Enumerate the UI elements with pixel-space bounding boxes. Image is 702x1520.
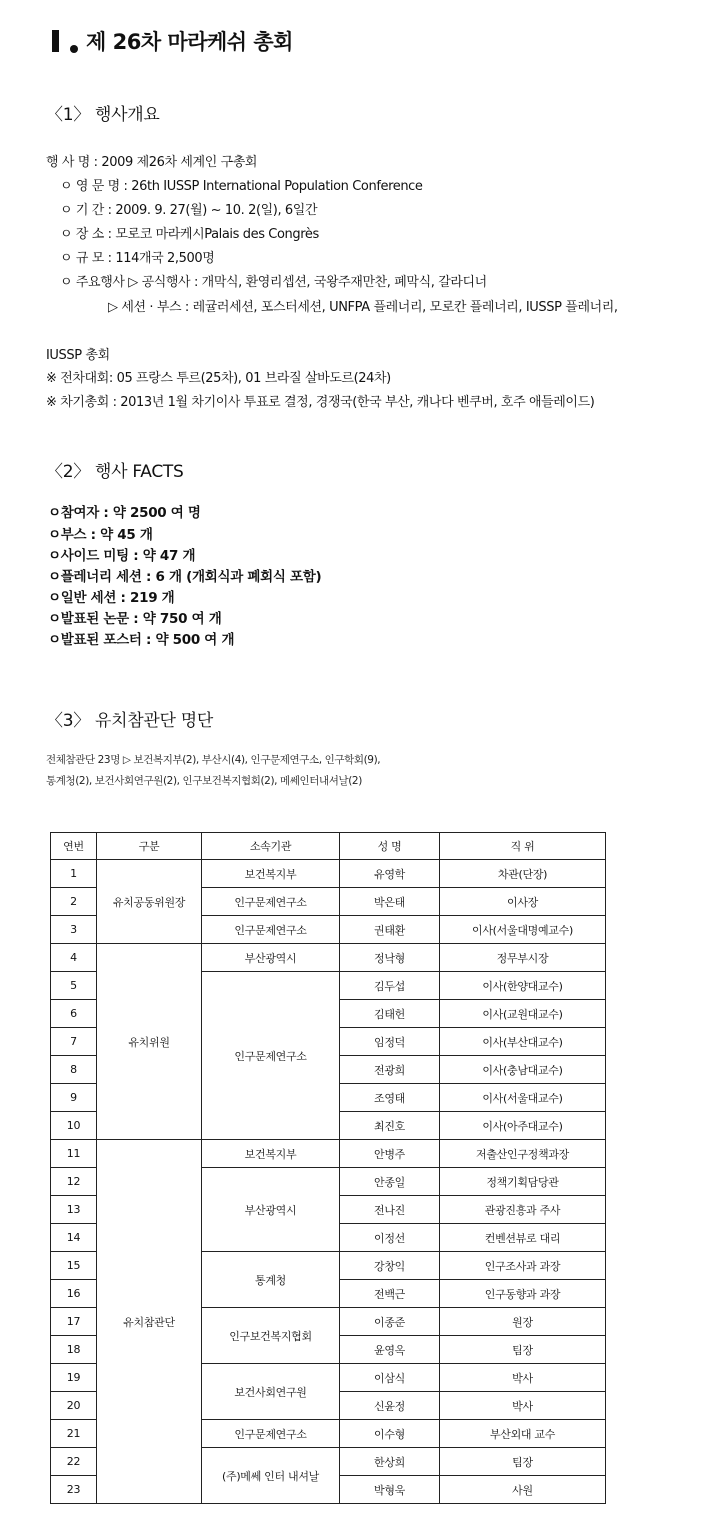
header-name: 성 명 — [340, 833, 440, 860]
row-no: 13 — [51, 1196, 97, 1224]
group-committee-members: 유치위원 — [97, 944, 202, 1140]
english-name-line: ㅇ 영 문 명 : 26th IUSSP International Population Conference — [60, 179, 423, 194]
header-no: 연번 — [51, 833, 97, 860]
row-no: 15 — [51, 1252, 97, 1280]
row-no: 4 — [51, 944, 97, 972]
row-name: 전광희 — [340, 1056, 440, 1084]
delegation-summary-line-1: 전체참관단 23명 ▷ 보건복지부(2), 부산시(4), 인구문제연구소, 인구학회(9), — [46, 754, 381, 766]
row-name: 이수형 — [340, 1420, 440, 1448]
row-position: 팀장 — [440, 1448, 606, 1476]
row-position: 관광진흥과 주사 — [440, 1196, 606, 1224]
iussp-heading: IUSSP 총회 — [46, 348, 110, 363]
row-position: 원장 — [440, 1308, 606, 1336]
title-bullet-bar — [52, 30, 59, 52]
row-org: 보건복지부 — [202, 860, 340, 888]
row-name: 안병주 — [340, 1140, 440, 1168]
row-org: 인구문제연구소 — [202, 888, 340, 916]
title-bullet-dot — [70, 45, 78, 53]
group-observers: 유치참관단 — [97, 1140, 202, 1504]
event-name-line: 행 사 명 : 2009 제26차 세계인 구총회 — [46, 155, 258, 170]
next-conference-line: ※ 차기총회 : 2013년 1월 차기이사 투표로 결정, 경쟁국(한국 부산, 캐나다 벤쿠버, 호주 애들레이드) — [46, 395, 595, 410]
row-name: 윤영옥 — [340, 1336, 440, 1364]
row-name: 최진호 — [340, 1112, 440, 1140]
row-org: 보건사회연구원 — [202, 1364, 340, 1420]
table-header-row — [51, 833, 606, 860]
row-no: 6 — [51, 1000, 97, 1028]
row-name: 전백근 — [340, 1280, 440, 1308]
section3-heading: 〈3〉 유치참관단 명단 — [46, 711, 213, 731]
row-no: 16 — [51, 1280, 97, 1308]
row-position: 차관(단장) — [440, 860, 606, 888]
section2-heading: 〈2〉 행사 FACTS — [46, 462, 184, 482]
row-name: 전나진 — [340, 1196, 440, 1224]
row-no: 8 — [51, 1056, 97, 1084]
document-title: 제 26차 마라케쉬 총회 — [86, 30, 293, 54]
delegation-table — [50, 832, 606, 1504]
row-name: 김두섭 — [340, 972, 440, 1000]
table-row — [51, 1140, 606, 1168]
row-name: 신윤정 — [340, 1392, 440, 1420]
row-name: 조영태 — [340, 1084, 440, 1112]
row-position: 사원 — [440, 1476, 606, 1504]
row-name: 안종일 — [340, 1168, 440, 1196]
row-position: 부산외대 교수 — [440, 1420, 606, 1448]
row-position: 박사 — [440, 1392, 606, 1420]
row-name: 한상희 — [340, 1448, 440, 1476]
row-org: (주)메쎄 인터 내셔날 — [202, 1448, 340, 1504]
row-no: 2 — [51, 888, 97, 916]
row-no: 21 — [51, 1420, 97, 1448]
row-name: 강창익 — [340, 1252, 440, 1280]
row-org: 통계청 — [202, 1252, 340, 1308]
row-position: 이사(아주대교수) — [440, 1112, 606, 1140]
row-no: 5 — [51, 972, 97, 1000]
row-position: 인구동향과 과장 — [440, 1280, 606, 1308]
row-position: 이사(교원대교수) — [440, 1000, 606, 1028]
row-position: 정무부시장 — [440, 944, 606, 972]
row-name: 임정덕 — [340, 1028, 440, 1056]
previous-conference-line: ※ 전차대회: 05 프랑스 투르(25차), 01 브라질 살바도르(24차) — [46, 371, 391, 386]
row-no: 9 — [51, 1084, 97, 1112]
row-name: 정낙형 — [340, 944, 440, 972]
section1-heading: 〈1〉 행사개요 — [46, 105, 160, 125]
delegation-summary-line-2: 통계청(2), 보건사회연구원(2), 인구보건복지협회(2), 메쎄인터내셔날(2) — [46, 775, 362, 787]
row-position: 이사(서울대명예교수) — [440, 916, 606, 944]
fact-side-meetings: ㅇ사이드 미팅 : 약 47 개 — [48, 548, 196, 564]
row-no: 14 — [51, 1224, 97, 1252]
venue-line: ㅇ 장 소 : 모로코 마라케시Palais des Congrès — [60, 227, 319, 242]
row-name: 이종준 — [340, 1308, 440, 1336]
row-org: 인구문제연구소 — [202, 916, 340, 944]
row-org: 부산광역시 — [202, 944, 340, 972]
fact-plenary-sessions: ㅇ플레너리 세션 : 6 개 (개회식과 폐회식 포함) — [48, 569, 322, 585]
period-line: ㅇ 기 간 : 2009. 9. 27(월) ~ 10. 2(일), 6일간 — [60, 203, 318, 218]
header-category: 구분 — [97, 833, 202, 860]
row-org: 보건복지부 — [202, 1140, 340, 1168]
row-position: 컨벤션뷰로 대리 — [440, 1224, 606, 1252]
row-no: 10 — [51, 1112, 97, 1140]
row-position: 저출산인구정책과장 — [440, 1140, 606, 1168]
table-row — [51, 944, 606, 972]
fact-papers: ㅇ발표된 논문 : 약 750 여 개 — [48, 611, 222, 627]
scale-line: ㅇ 규 모 : 114개국 2,500명 — [60, 251, 215, 266]
row-no: 7 — [51, 1028, 97, 1056]
fact-general-sessions: ㅇ일반 세션 : 219 개 — [48, 590, 175, 606]
fact-posters: ㅇ발표된 포스터 : 약 500 여 개 — [48, 632, 235, 648]
row-position: 정책기획담당관 — [440, 1168, 606, 1196]
row-position: 팀장 — [440, 1336, 606, 1364]
row-no: 17 — [51, 1308, 97, 1336]
row-position: 이사(서울대교수) — [440, 1084, 606, 1112]
fact-participants: ㅇ참여자 : 약 2500 여 명 — [48, 505, 201, 521]
row-name: 이정선 — [340, 1224, 440, 1252]
row-name: 이삼식 — [340, 1364, 440, 1392]
header-position: 직 위 — [440, 833, 606, 860]
row-name: 유영학 — [340, 860, 440, 888]
row-name: 박형욱 — [340, 1476, 440, 1504]
table-row — [51, 860, 606, 888]
row-no: 1 — [51, 860, 97, 888]
row-position: 인구조사과 과장 — [440, 1252, 606, 1280]
group-co-chairs: 유치공동위원장 — [97, 860, 202, 944]
row-no: 11 — [51, 1140, 97, 1168]
fact-booths: ㅇ부스 : 약 45 개 — [48, 527, 153, 543]
header-organization: 소속기관 — [202, 833, 340, 860]
row-no: 3 — [51, 916, 97, 944]
row-no: 12 — [51, 1168, 97, 1196]
row-no: 22 — [51, 1448, 97, 1476]
row-position: 박사 — [440, 1364, 606, 1392]
row-position: 이사장 — [440, 888, 606, 916]
row-position: 이사(충남대교수) — [440, 1056, 606, 1084]
row-position: 이사(부산대교수) — [440, 1028, 606, 1056]
row-org: 인구문제연구소 — [202, 1420, 340, 1448]
row-org: 인구보건복지협회 — [202, 1308, 340, 1364]
sessions-booths-line: ▷ 세션 · 부스 : 레귤러세션, 포스터세션, UNFPA 플레너리, 모로칸 플레너리, IUSSP 플레너리, — [108, 300, 618, 315]
row-name: 권태환 — [340, 916, 440, 944]
row-no: 20 — [51, 1392, 97, 1420]
row-name: 김태헌 — [340, 1000, 440, 1028]
row-position: 이사(한양대교수) — [440, 972, 606, 1000]
row-no: 23 — [51, 1476, 97, 1504]
row-no: 18 — [51, 1336, 97, 1364]
row-name: 박은태 — [340, 888, 440, 916]
row-no: 19 — [51, 1364, 97, 1392]
main-events-line: ㅇ 주요행사 ▷ 공식행사 : 개막식, 환영리셉션, 국왕주재만찬, 폐막식, 갈라디너 — [60, 275, 487, 290]
row-org: 인구문제연구소 — [202, 972, 340, 1140]
row-org: 부산광역시 — [202, 1168, 340, 1252]
